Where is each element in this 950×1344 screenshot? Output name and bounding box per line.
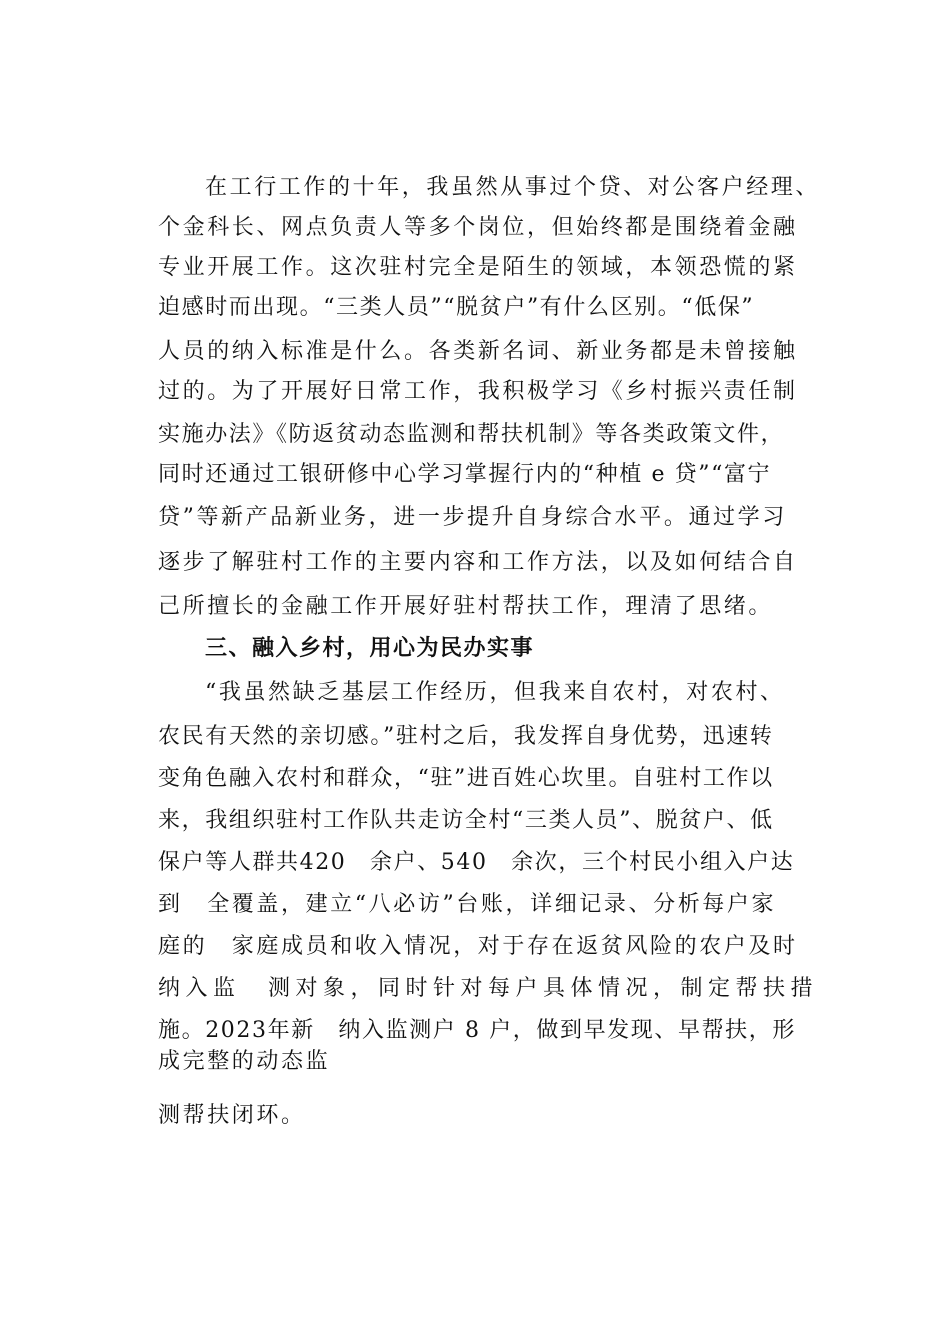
paragraph-1-line-8: 同时还通过工银研修中心学习掌握行内的“种植 e 贷”“富宁	[158, 462, 772, 487]
paragraph-1-line-2: 个金科长、网点负责人等多个岗位，但始终都是围绕着金融	[158, 215, 798, 240]
paragraph-1-line-11: 己所擅长的金融工作开展好驻村帮扶工作，理清了思绪。	[158, 594, 774, 619]
paragraph-1-line-10: 逐步了解驻村工作的主要内容和工作方法，以及如何结合自	[158, 550, 798, 575]
paragraph-2-line-3: 变角色融入农村和群众，“驻”进百姓心坎里。自驻村工作以	[158, 766, 774, 791]
paragraph-1-line-4: 迫感时而出现。“三类人员”“脱贫户”有什么区别。“低保”	[158, 295, 755, 320]
paragraph-1-line-5: 人员的纳入标准是什么。各类新名词、新业务都是未曾接触	[158, 339, 798, 364]
paragraph-2-line-10: 成完整的动态监	[158, 1049, 331, 1074]
paragraph-1-line-7: 实施办法》《防返贫动态监测和帮扶机制》等各类政策文件，	[158, 422, 785, 447]
paragraph-2-line-4: 来，我组织驻村工作队共走访全村“三类人员”、脱贫户、低	[158, 808, 774, 833]
paragraph-2-line-9: 施。2023年新 纳入监测户 8 户，做到早发现、早帮扶，形	[158, 1018, 796, 1043]
paragraph-2-line-8: 纳入监 测对象，同时针对每户具体情况，制定帮扶措	[158, 976, 819, 1001]
paragraph-1-line-1: 在工行工作的十年，我虽然从事过个贷、对公客户经理、	[205, 175, 821, 200]
paragraph-1-line-9: 贷”等新产品新业务，进一步提升自身综合水平。通过学习	[158, 505, 787, 530]
paragraph-2-line-5: 保户等人群共420 余户、540 余次，三个村民小组入户达	[158, 850, 795, 875]
paragraph-2-line-6: 到 全覆盖，建立“八必访”台账，详细记录、分析每户家	[158, 892, 777, 917]
paragraph-2-line-1: “我虽然缺乏基层工作经历，但我来自农村，对农村、	[205, 680, 785, 705]
paragraph-3-line-1: 测帮扶闭环。	[158, 1103, 306, 1128]
paragraph-1-line-6: 过的。为了开展好日常工作，我积极学习《乡村振兴责任制	[158, 379, 798, 404]
paragraph-2-line-7: 庭的 家庭成员和收入情况，对于存在返贫风险的农户及时	[158, 934, 798, 959]
paragraph-2-line-2: 农民有天然的亲切感。”驻村之后，我发挥自身优势，迅速转	[158, 724, 774, 749]
paragraph-1-line-3: 专业开展工作。这次驻村完全是陌生的领域，本领恐慌的紧	[158, 255, 798, 280]
section-heading-3: 三、融入乡村，用心为民办实事	[205, 636, 535, 661]
